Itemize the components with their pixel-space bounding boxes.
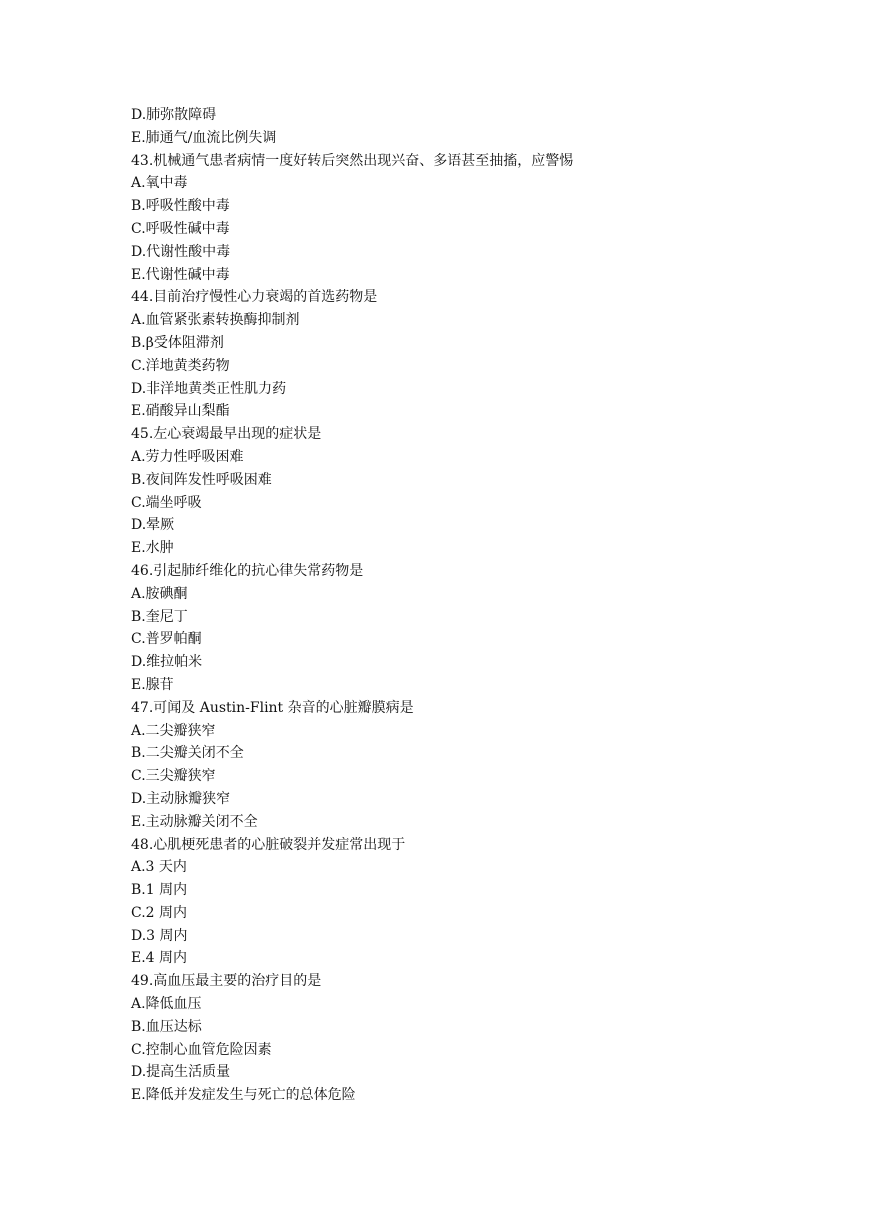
question-line: 49.高血压最主要的治疗目的是: [131, 973, 322, 990]
question-line: 46.引起肺纤维化的抗心律失常药物是: [131, 562, 364, 579]
option-line: A.劳力性呼吸困难: [131, 448, 244, 465]
question-line: 47.可闻及 Austin-Flint 杂音的心脏瓣膜病是: [131, 699, 414, 716]
option-line: D.代谢性酸中毒: [131, 243, 231, 260]
option-line: A.胺碘酮: [131, 585, 188, 602]
option-line: B.β受体阻滞剂: [131, 334, 224, 351]
option-line: C.2 周内: [131, 904, 188, 921]
question-line: 48.心肌梗死患者的心脏破裂并发症常出现于: [131, 836, 406, 853]
question-line: 45.左心衰竭最早出现的症状是: [131, 426, 322, 443]
option-line: E.硝酸异山梨酯: [131, 403, 230, 420]
option-line: D.提高生活质量: [131, 1064, 231, 1081]
option-line: D.非洋地黄类正性肌力药: [131, 380, 287, 397]
document-page: [131, 104, 831, 1107]
option-line: B.夜间阵发性呼吸困难: [131, 471, 272, 488]
question-line: 44.目前治疗慢性心力衰竭的首选药物是: [131, 289, 378, 306]
option-line: A.3 天内: [131, 859, 187, 876]
option-line: E.4 周内: [131, 950, 188, 967]
option-line: E.肺通气/血流比例失调: [131, 129, 277, 146]
option-line: B.呼吸性酸中毒: [131, 198, 230, 215]
option-line: B.血压达标: [131, 1018, 202, 1035]
option-line: E.代谢性碱中毒: [131, 266, 230, 283]
option-line: B.1 周内: [131, 882, 188, 899]
option-line: B.奎尼丁: [131, 608, 188, 625]
option-line: C.普罗帕酮: [131, 631, 202, 648]
option-line: E.降低并发症发生与死亡的总体危险: [131, 1087, 356, 1104]
option-line: D.3 周内: [131, 927, 188, 944]
option-line: D.主动脉瓣狭窄: [131, 790, 231, 807]
option-line: C.端坐呼吸: [131, 494, 202, 511]
option-line: C.控制心血管危险因素: [131, 1041, 272, 1058]
option-line: D.肺弥散障碍: [131, 107, 217, 123]
option-line: B.二尖瓣关闭不全: [131, 745, 244, 762]
option-line: A.降低血压: [131, 996, 202, 1013]
question-line: 43.机械通气患者病情一度好转后突然出现兴奋、多语甚至抽搐，应警惕: [131, 152, 574, 169]
option-line: A.血管紧张素转换酶抑制剂: [131, 312, 300, 329]
option-line: C.洋地黄类药物: [131, 357, 230, 374]
option-line: E.水肿: [131, 540, 174, 557]
option-line: D.维拉帕米: [131, 654, 203, 671]
option-line: D.晕厥: [131, 517, 175, 534]
option-line: E.主动脉瓣关闭不全: [131, 813, 258, 830]
option-line: A.二尖瓣狭窄: [131, 722, 216, 739]
option-line: C.三尖瓣狭窄: [131, 768, 216, 785]
option-line: C.呼吸性碱中毒: [131, 220, 230, 237]
option-line: E.腺苷: [131, 676, 174, 693]
option-line: A.氧中毒: [131, 175, 188, 192]
